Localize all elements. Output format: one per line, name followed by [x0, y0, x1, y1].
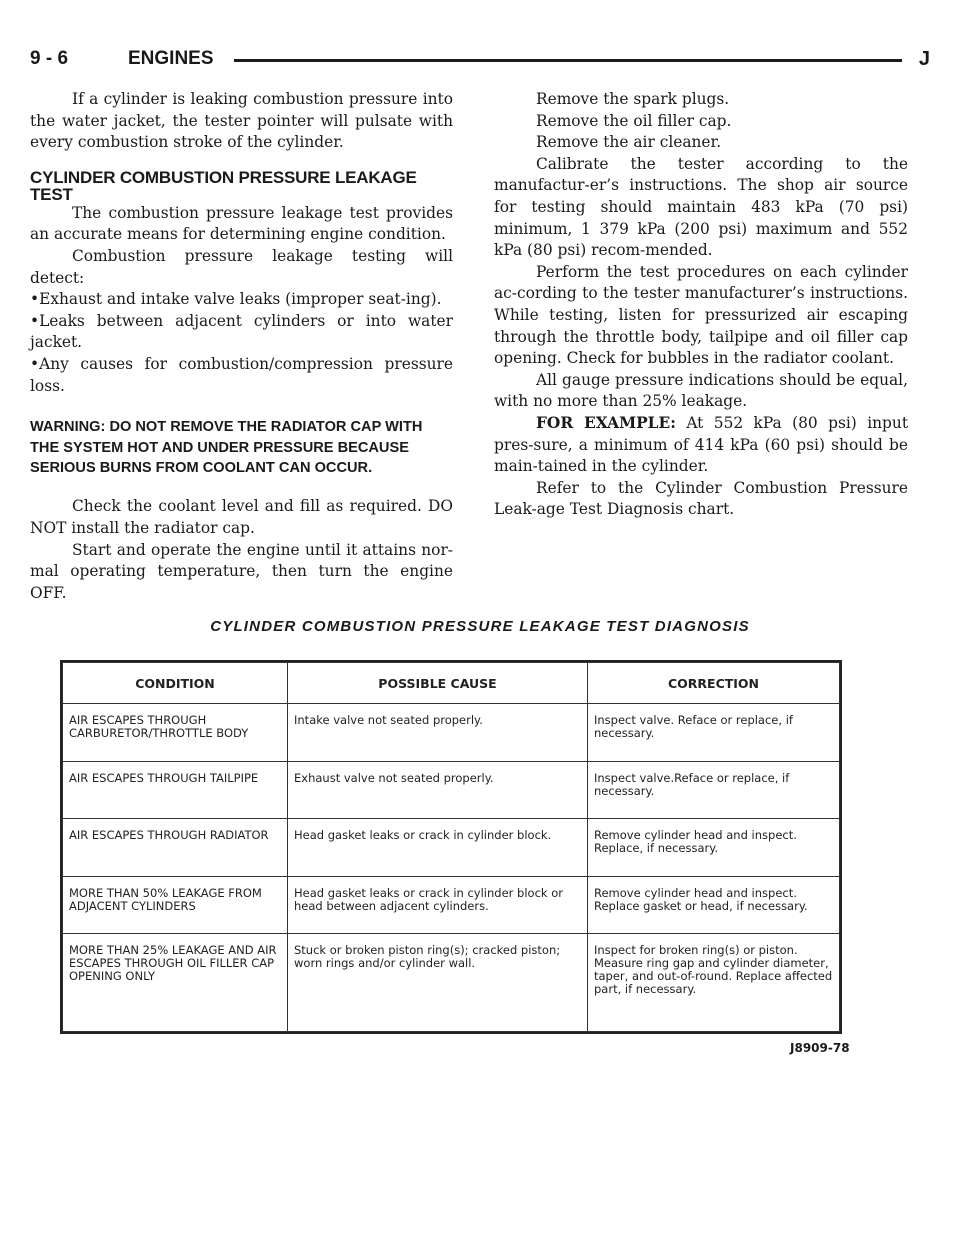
correction-cell: Inspect for broken ring(s) or piston. Measure ring gap and cylinder diameter, taper, and out-of-round. Replace affected part, if necessary. — [588, 934, 840, 1032]
condition-cell: AIR ESCAPES THROUGH CARBURETOR/THROTTLE BODY — [63, 704, 288, 762]
paragraph: Combustion pressure leakage testing will detect: — [30, 246, 453, 287]
cause-cell: Head gasket leaks or crack in cylinder block. — [288, 819, 588, 877]
paragraph: Remove the air cleaner. — [536, 133, 722, 152]
example-text: At 552 kPa (80 psi) input pres-sure, a minimum of 414 kPa (60 psi) should be main-tained in the cylinder. — [494, 413, 909, 476]
paragraph: Check the coolant level and fill as required. DO NOT install the radiator cap. — [30, 497, 453, 537]
column-header-cause: POSSIBLE CAUSE — [288, 663, 588, 704]
section-heading: CYLINDER COMBUSTION PRESSURE LEAKAGE TEST — [30, 167, 417, 204]
correction-cell: Inspect valve. Reface or replace, if necessary. — [588, 704, 840, 762]
warning-text: WARNING: DO NOT REMOVE THE RADIATOR CAP WITH THE SYSTEM HOT AND UNDER PRESSURE BECAUSE SERIOUS BURNS FROM COOLANT CAN OCCUR. — [30, 419, 423, 476]
paragraph: Perform the test procedures on each cylinder ac-cording to the tester manufacturer’s instructions. While testing, listen for pressurized air escaping through the throttle body, tailpipe and oil filler cap opening. Check for bubbles in the radiator coolant. — [494, 262, 908, 368]
example-label: FOR EXAMPLE: — [536, 413, 676, 432]
column-header-condition: CONDITION — [63, 663, 288, 704]
section-title: ENGINES — [128, 48, 214, 69]
figure-id: J8909-78 — [790, 1041, 850, 1055]
page-number: 9 - 6 — [30, 48, 69, 69]
table-row — [63, 876, 840, 934]
condition-cell: AIR ESCAPES THROUGH TAILPIPE — [63, 761, 288, 819]
paragraph: All gauge pressure indications should be equal, with no more than 25% leakage. — [494, 370, 908, 411]
paragraph: Refer to the Cylinder Combustion Pressure Leak-age Test Diagnosis chart. — [494, 478, 908, 519]
paragraph: Remove the oil filler cap. — [536, 111, 732, 130]
bullet-item: •Exhaust and intake valve leaks (improper seat-ing). — [30, 290, 442, 309]
correction-cell: Remove cylinder head and inspect. Replace gasket or head, if necessary. — [588, 876, 840, 934]
cause-cell: Stuck or broken piston ring(s); cracked piston; worn rings and/or cylinder wall. — [288, 934, 588, 1032]
table-header-row — [63, 663, 840, 704]
paragraph: Remove the spark plugs. — [536, 90, 730, 108]
column-header-correction: CORRECTION — [588, 663, 840, 704]
condition-cell: MORE THAN 50% LEAKAGE FROM ADJACENT CYLINDERS — [63, 876, 288, 934]
cause-cell: Intake valve not seated properly. — [288, 704, 588, 762]
page-header — [30, 44, 930, 74]
figure-title: CYLINDER COMBUSTION PRESSURE LEAKAGE TEST DIAGNOSIS — [210, 618, 750, 635]
condition-cell: MORE THAN 25% LEAKAGE AND AIR ESCAPES THROUGH OIL FILLER CAP OPENING ONLY — [63, 934, 288, 1032]
condition-cell: AIR ESCAPES THROUGH RADIATOR — [63, 819, 288, 877]
bullet-item: •Leaks between adjacent cylinders or into water jacket. — [30, 311, 453, 352]
diagnosis-chart — [60, 660, 842, 1034]
example-paragraph — [494, 413, 908, 478]
cause-cell: Exhaust valve not seated properly. — [288, 761, 588, 819]
left-column — [30, 89, 453, 604]
cause-cell: Head gasket leaks or crack in cylinder block or head between adjacent cylinders. — [288, 876, 588, 934]
correction-cell: Remove cylinder head and inspect. Replace, if necessary. — [588, 819, 840, 877]
header-rule — [234, 59, 902, 62]
table-row — [63, 934, 840, 1032]
manual-letter: J — [918, 48, 930, 70]
table-row — [63, 704, 840, 762]
paragraph: If a cylinder is leaking combustion pressure into the water jacket, the tester pointer will pulsate with every combustion stroke of the cylinder. — [30, 90, 453, 152]
table-row — [63, 819, 840, 877]
table-row — [63, 761, 840, 819]
right-column — [494, 89, 908, 521]
diagnosis-table — [62, 662, 840, 1032]
paragraph: Calibrate the tester according to the manufactur-er’s instructions. The shop air source for testing should maintain 483 kPa (70 psi) minimum, 1 379 kPa (200 psi) maximum and 552 kPa (80 psi) recom-mended. — [494, 154, 908, 260]
correction-cell: Inspect valve.Reface or replace, if necessary. — [588, 761, 840, 819]
paragraph: The combustion pressure leakage test provides an accurate means for determining engine condition. — [30, 203, 453, 244]
paragraph: Start and operate the engine until it attains nor-mal operating temperature, then turn the engine OFF. — [30, 540, 453, 602]
bullet-item: •Any causes for combustion/compression pressure loss. — [30, 354, 453, 395]
